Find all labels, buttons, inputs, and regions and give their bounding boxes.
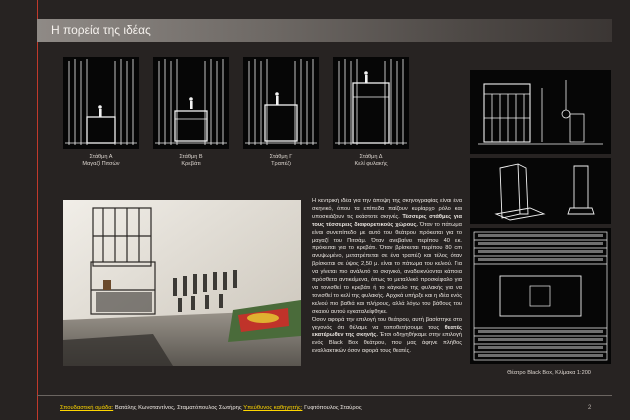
title-bar [37, 19, 612, 42]
stage-sketch-3d-drawing [470, 158, 611, 224]
body-text [312, 198, 462, 378]
caption-a-line1: Στάθμη Α [89, 154, 113, 160]
sketch-caption-a [63, 154, 139, 168]
caption-d-line1: Στάθμη Δ [359, 154, 383, 160]
page-number: 2 [588, 405, 592, 411]
sketch-level-a [63, 57, 139, 149]
plan-caption: Θέατρο Black Box, Κλίμακα 1:200 [507, 370, 591, 376]
left-accent-rule [37, 0, 38, 420]
caption-c-line2: Τραπέζι [271, 161, 291, 167]
paragraph-1-rest: Όταν το πάτωμα είναι συνεπίπεδο με αυτό του θεάτρου πρόκειται για το μαγαζί του Πιτσάμ. Όταν ανεβαίνει περίπου 40 εκ. πρόκειται για το κρεβάτι. Όταν βρίσκεται περίπου 80 cm ανυψωμένο, μετατρέπεται σε ένα τραπέζι και τέλος όταν βρίσκεται σε ύψος 2,50 μ. είναι το πάτωμα του κελιού. Για να γίνεται πιο ανάλυτό το σκηνικό, αναδεικνύονται κάποια πρόσθετα αντικείμενα, όπως το μεταλλικό προσκέφαλο για να τονισθεί το κρεβάτι ή το κάγκελο της φυλακής για να τονισθεί το κελί της φυλακής. Αρχικά υπήρξε και η ιδέα ενός κελιού πιο βαθιά και πλήρους, αλλά λόγω του βάθους του σκαιού αυτού εγκαταλείφθηκε. [312, 221, 462, 315]
sketch-caption-b [153, 154, 229, 168]
level-c-drawing [243, 57, 319, 149]
stage-sketch-top [470, 70, 611, 154]
sketch-caption-c [243, 154, 319, 168]
model-photo [63, 200, 301, 366]
paragraph-1-highlight: Τέσσερις στάθμες για τους τέσσερεις διαφορετικούς χώρους. [312, 213, 462, 228]
caption-a-line2: Μαγαζί Πιτσών [82, 161, 120, 167]
level-a-drawing [63, 57, 139, 149]
sketch-level-c [243, 57, 319, 149]
paragraph-2-intro: Όσον αφορά την επιλογή του θεάτρου, αυτή βασίστηκε στο γεγονός ότι θέλαμε να τοποθετήσουμε τους [312, 316, 462, 331]
footer-credits [60, 405, 362, 411]
sketch-caption-d [333, 154, 409, 168]
paragraph-2-highlight: θεατές εκατέρωθεν της σκηνής. [312, 324, 462, 339]
level-d-drawing [333, 57, 409, 149]
black-box-plan-drawing [470, 228, 611, 364]
stage-sketch-top-drawing [470, 70, 611, 154]
teacher-label: Υπεύθυνος καθηγητής: [243, 405, 303, 411]
stage-sketch-3d [470, 158, 611, 224]
footer-divider [37, 395, 612, 396]
team-names: Βατάλης Κωνσταντίνος, Σταματόπουλος Σωτήρης [114, 405, 242, 411]
caption-c-line1: Στάθμη Γ [269, 154, 293, 160]
team-label: Σπουδαστική ομάδα: [60, 405, 114, 411]
paragraph-2-rest: Έτσι οδηγηθήκαμε στην επιλογή ενός Black Box θεάτρου, που μας άφηνε πλήθος εναλλακτικών όσον αφορά τους θεατές. [312, 332, 462, 355]
caption-b-line1: Στάθμη Β [179, 154, 203, 160]
paragraph-1-intro: Η κεντρική ιδέα για την άποψη της σκηνογραφίας είναι ένα σκηνικό, όπου τα επίπεδα παίζουν κυρίαρχο ρόλο και υποσκιάζουν τις εκάστοτε σκηνές. [312, 198, 462, 220]
model-photo-drawing [63, 200, 301, 366]
teacher-name: Γυφτόπουλος Σταύρος [304, 405, 362, 411]
caption-b-line2: Κρεβάτι [181, 161, 201, 167]
sketch-level-d [333, 57, 409, 149]
sketch-level-b [153, 57, 229, 149]
black-box-plan [470, 228, 611, 364]
page-title: Η πορεία της ιδέας [51, 23, 151, 37]
level-b-drawing [153, 57, 229, 149]
caption-d-line2: Κελί φυλακής [354, 161, 388, 167]
